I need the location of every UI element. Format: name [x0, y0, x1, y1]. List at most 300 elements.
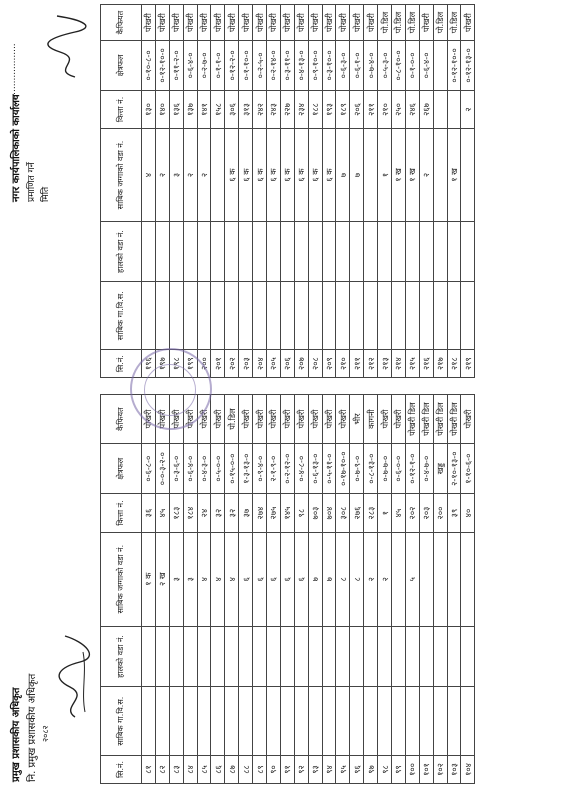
right-table-cell: १३७ [183, 90, 197, 128]
right-table-cell: २१० [378, 90, 392, 128]
table-row [142, 5, 156, 378]
left-table-cell: ०-६-८-० [142, 444, 156, 494]
table-row [378, 5, 392, 378]
left-table-cell [197, 687, 211, 756]
table-row [350, 395, 364, 784]
right-table-cell [447, 282, 461, 350]
left-table-cell: पोखरी [461, 395, 475, 444]
right-table-cell [239, 221, 253, 281]
table-row [155, 5, 169, 378]
right-table-cell [197, 282, 211, 350]
right-table-cell: २१६ [419, 350, 433, 378]
left-table-header-cell: सि.नं. [101, 756, 142, 784]
left-table-cell: ९९ [392, 756, 406, 784]
right-land-table [100, 4, 475, 378]
right-table-cell [253, 282, 267, 350]
left-table-cell [350, 626, 364, 687]
left-table-cell [405, 626, 419, 687]
left-table-cell [433, 532, 447, 626]
left-table-cell: ६ [280, 532, 294, 626]
right-table-cell [364, 282, 378, 350]
right-table-cell: १ ख [447, 129, 461, 222]
right-table-cell: ०-१२-१३-० [461, 41, 475, 91]
left-table-cell: ३२ [211, 494, 225, 533]
right-table-cell: ०-६-१-० [350, 41, 364, 91]
right-table-cell: ७ [336, 129, 350, 222]
right-table-cell: पोखरी [225, 5, 239, 41]
left-table-cell: ०-१२-१-० [405, 444, 419, 494]
left-table-cell: पोखरी [294, 395, 308, 444]
table-row [280, 395, 294, 784]
table-row [197, 5, 211, 378]
right-table-cell [322, 282, 336, 350]
left-table-cell: ८९ [253, 756, 267, 784]
left-table-cell [225, 687, 239, 756]
left-table-cell: २ [364, 532, 378, 626]
right-table-cell [350, 221, 364, 281]
right-table-cell: १८९ [336, 90, 350, 128]
right-table-cell: २१२ [364, 350, 378, 378]
left-table-cell: १०० [405, 756, 419, 784]
right-table-cell: पोखरी [183, 5, 197, 41]
right-table-cell: पोखरी [294, 5, 308, 41]
left-table-cell: पोखरी डिल [419, 395, 433, 444]
left-table-cell: ०-९-४-० [253, 444, 267, 494]
right-table-cell: ०-७-४-० [364, 41, 378, 91]
left-table-cell [253, 626, 267, 687]
right-table-cell [336, 221, 350, 281]
right-table-cell [155, 282, 169, 350]
table-row [364, 395, 378, 784]
right-table-cell: २०३ [239, 350, 253, 378]
left-table-cell [461, 532, 475, 626]
left-table-cell: पोखरी [169, 395, 183, 444]
left-table-cell: २७६ [350, 494, 364, 533]
left-table-cell [447, 626, 461, 687]
right-table-cell: २ [155, 129, 169, 222]
left-table-cell: ५ [405, 532, 419, 626]
right-table-cell: २१५ [405, 350, 419, 378]
left-table-cell: ३०८ [336, 494, 350, 533]
right-table-cell: ०-३-१०-० [322, 41, 336, 91]
left-table-cell: ०-७-७-० [378, 444, 392, 494]
right-table-cell: ६ क [280, 129, 294, 222]
left-table-cell: पोखरी [392, 395, 406, 444]
right-table-cell: २०५ [267, 350, 281, 378]
right-table-header-cell: हालको वडा नं. [101, 221, 142, 281]
right-table-cell: २३४ [294, 90, 308, 128]
right-table-cell: २०९ [322, 350, 336, 378]
table-row [336, 5, 350, 378]
left-table-cell [308, 626, 322, 687]
right-table-cell: पोखरी [169, 5, 183, 41]
right-table-cell [267, 221, 281, 281]
right-table-cell: ०-६-४-० [183, 41, 197, 91]
left-table-header-cell: कित्ता नं. [101, 494, 142, 533]
left-table-cell [169, 687, 183, 756]
left-table-cell: ८२ [155, 756, 169, 784]
right-table-cell: १ ख [405, 129, 419, 222]
left-table-cell [280, 687, 294, 756]
left-table-cell [225, 626, 239, 687]
left-table-header [101, 395, 142, 784]
right-table-cell: ६ क [294, 129, 308, 222]
table-row [280, 5, 294, 378]
left-table-cell: १-१०-६-० [461, 444, 475, 494]
left-table-cell: ०-६-०-० [392, 444, 406, 494]
right-table-body [142, 5, 475, 378]
right-table-cell: १३० [142, 90, 156, 128]
left-table-cell: ६ [239, 532, 253, 626]
right-table-cell: ०-१२-१०-० [447, 41, 461, 91]
table-row [197, 395, 211, 784]
right-table-cell: ०-१२-१०-० [155, 41, 169, 91]
table-row [405, 395, 419, 784]
left-land-table [100, 394, 475, 784]
left-table-cell: ८ [350, 532, 364, 626]
left-table-cell: पोखरी [183, 395, 197, 444]
left-table-cell: ३९ [447, 494, 461, 533]
left-table-cell: ४० [461, 494, 475, 533]
right-table-cell [461, 129, 475, 222]
right-table-cell [433, 282, 447, 350]
left-table-cell [267, 687, 281, 756]
right-table-cell [461, 221, 475, 281]
left-sign-office: प्रमुख प्रशासकीय अधिकृत [11, 687, 22, 782]
right-table-cell [322, 221, 336, 281]
left-table-cell: ८८ [239, 756, 253, 784]
right-table-cell: २५० [392, 90, 406, 128]
left-table-cell: ९८ [378, 756, 392, 784]
left-table-cell: १०३ [447, 756, 461, 784]
right-table-cell: ०-४-१३-० [294, 41, 308, 91]
left-table-cell: २७५ [267, 494, 281, 533]
right-table-cell: ०-३-११-० [280, 41, 294, 91]
left-table-cell [378, 626, 392, 687]
right-table-cell [433, 41, 447, 91]
right-table-cell: ७ [350, 129, 364, 222]
left-table-cell: पोखरी [378, 395, 392, 444]
left-table-cell: ८४ [183, 756, 197, 784]
right-table-header-cell: साबिक जग्गाको वडा नं. [101, 129, 142, 222]
left-table-cell: कागनी [364, 395, 378, 444]
left-table-cell: ३ [169, 532, 183, 626]
table-row [225, 395, 239, 784]
right-table-cell [294, 221, 308, 281]
right-table-cell [211, 221, 225, 281]
left-table-cell: ८७ [225, 756, 239, 784]
left-table-cell: १-३-१३-० [239, 444, 253, 494]
left-table-cell [447, 532, 461, 626]
right-sign-place: मिति [41, 186, 51, 202]
right-table-cell: पोखरी [322, 5, 336, 41]
left-table-cell: ८३ [169, 756, 183, 784]
left-table-cell: पोखरी [267, 395, 281, 444]
left-table-cell: ०-४-३-० [197, 444, 211, 494]
left-table-cell: १ [378, 494, 392, 533]
right-table-cell: १५८ [211, 90, 225, 128]
left-table-cell: पोखरी [155, 395, 169, 444]
table-row [239, 5, 253, 378]
left-table-cell [322, 687, 336, 756]
left-table-cell: ४ [225, 532, 239, 626]
left-table-cell [197, 626, 211, 687]
right-table-cell: पोखरी [280, 5, 294, 41]
right-table-cell [225, 221, 239, 281]
left-table-header-cell: क्षेत्रफल [101, 444, 142, 494]
right-table-cell: पोखरी [461, 5, 475, 41]
left-table-cell: २८३ [364, 494, 378, 533]
left-table-cell: खड्ड [433, 444, 447, 494]
table-row [392, 5, 406, 378]
left-table-cell: ७०४ [322, 494, 336, 533]
right-table-cell: ३०६ [225, 90, 239, 128]
right-table-cell: १३६ [169, 90, 183, 128]
left-table-cell [183, 687, 197, 756]
left-table-cell: ९६ [350, 756, 364, 784]
left-table-cell: ३६ [142, 494, 156, 533]
right-table-cell: १४० [155, 90, 169, 128]
right-table-cell: ६ क [225, 129, 239, 222]
right-table-cell [433, 221, 447, 281]
table-row [364, 5, 378, 378]
right-table-cell: पोखरी [197, 5, 211, 41]
left-table-cell: ०-४-७-० [419, 444, 433, 494]
left-table-cell [364, 626, 378, 687]
right-table-cell: २ [419, 129, 433, 222]
left-table-cell: ३७ [239, 494, 253, 533]
right-table-cell [253, 221, 267, 281]
right-table-cell: १४१ [197, 90, 211, 128]
right-table-cell [364, 129, 378, 222]
left-table-cell [169, 626, 183, 687]
left-table-cell: ०-४-८-० [294, 444, 308, 494]
right-table-cell: पोखरी [253, 5, 267, 41]
right-table-cell [419, 221, 433, 281]
right-table-cell: ४ [142, 129, 156, 222]
right-table-header-cell: कैफियत [101, 5, 142, 41]
left-table-cell: ७ [308, 532, 322, 626]
right-table-cell [392, 282, 406, 350]
right-table-cell: ०-६-४-० [419, 41, 433, 91]
table-row [169, 395, 183, 784]
left-table-cell: ८१ [142, 756, 156, 784]
right-table-cell: २१९ [461, 350, 475, 378]
right-table-cell [392, 221, 406, 281]
right-table-cell: ६ क [253, 129, 267, 222]
right-table-cell [378, 282, 392, 350]
table-row [419, 395, 433, 784]
right-table-cell [378, 221, 392, 281]
right-table-cell [183, 282, 197, 350]
table-row [350, 5, 364, 378]
right-table-cell [336, 282, 350, 350]
table-row [433, 5, 447, 378]
left-table-cell: २४ [197, 494, 211, 533]
table-row [267, 5, 281, 378]
left-table-cell [155, 626, 169, 687]
right-table-cell: ६ क [267, 129, 281, 222]
left-table-cell: पोखरी [239, 395, 253, 444]
left-table-cell: ०-८-१३-० [364, 444, 378, 494]
left-table-cell: पोखरी [211, 395, 225, 444]
left-table-cell: १ क [142, 532, 156, 626]
right-table-cell: २४२ [253, 90, 267, 128]
right-table-cell [433, 129, 447, 222]
right-table-cell [447, 221, 461, 281]
left-signature-scribble [55, 632, 93, 722]
left-table-cell: पोखरी [253, 395, 267, 444]
left-table-cell [336, 687, 350, 756]
left-table-cell: २०२ [405, 494, 419, 533]
left-table-header-cell: कैफियत [101, 395, 142, 444]
left-table-cell: ०-२-१२-० [280, 444, 294, 494]
right-table-cell [169, 221, 183, 281]
right-table-cell: ६ क [322, 129, 336, 222]
left-table-cell: ४ [211, 532, 225, 626]
left-table-cell: ०-६-४-० [183, 444, 197, 494]
right-table-cell [183, 221, 197, 281]
left-table-cell: ४५ [392, 494, 406, 533]
left-table-cell: १४५ [280, 494, 294, 533]
left-table-cell: ७ [322, 532, 336, 626]
left-table-cell [419, 532, 433, 626]
left-table-cell [267, 626, 281, 687]
right-table-cell [461, 282, 475, 350]
left-table-cell: ०-१५-०-० [225, 444, 239, 494]
table-row [253, 395, 267, 784]
right-table-cell: ६ क [308, 129, 322, 222]
right-table-cell: १८८ [308, 90, 322, 128]
left-table-cell [461, 687, 475, 756]
right-table-cell: ०-२-१४-० [267, 41, 281, 91]
left-table-cell: ४५ [155, 494, 169, 533]
left-table-cell: पोखरी [308, 395, 322, 444]
left-table-cell [239, 626, 253, 687]
right-table-cell: २६७ [419, 90, 433, 128]
right-table-cell: ०-१-०-० [405, 41, 419, 91]
left-table-cell [280, 626, 294, 687]
left-table-cell: ८६ [211, 756, 225, 784]
left-table-cell [461, 626, 475, 687]
table-row [239, 395, 253, 784]
left-table-cell: ०-५-११-० [322, 444, 336, 494]
right-table-cell: पोखरी [142, 5, 156, 41]
left-table-cell [336, 626, 350, 687]
table-row [461, 395, 475, 784]
right-table-cell: ०-९-१०-० [308, 41, 322, 91]
right-sign-approve: प्रमाणित गर्ने [27, 162, 37, 202]
right-table-cell: ०-१०-८-० [142, 41, 156, 91]
table-row [253, 5, 267, 378]
left-table-cell: पो.डिल [225, 395, 239, 444]
left-table-cell [419, 626, 433, 687]
table-row [294, 395, 308, 784]
left-table-cell: पोखरी डिल [447, 395, 461, 444]
right-table-cell: ६ क [239, 129, 253, 222]
right-table-cell: पोखरी [267, 5, 281, 41]
table-row [392, 395, 406, 784]
right-table-cell [225, 282, 239, 350]
right-table-cell [155, 221, 169, 281]
right-table-cell: पोखरी [364, 5, 378, 41]
right-table-cell [142, 282, 156, 350]
left-table-cell [392, 532, 406, 626]
left-table-cell: पोखरी डिल [433, 395, 447, 444]
left-table-cell: पोखरी [197, 395, 211, 444]
left-sign-date: २०८२ [41, 725, 50, 742]
table-row [336, 395, 350, 784]
right-table-cell: ०-१२-२-० [225, 41, 239, 91]
left-table-cell: पोखरी [322, 395, 336, 444]
right-table-cell: १९८ [169, 350, 183, 378]
left-table-cell [142, 687, 156, 756]
right-table-cell [211, 129, 225, 222]
left-table-cell: ९० [267, 756, 281, 784]
right-table-cell: ३१३ [239, 90, 253, 128]
right-table-cell [405, 282, 419, 350]
left-table-cell [183, 626, 197, 687]
right-table-cell: १९३ [322, 90, 336, 128]
right-table-cell: १९९ [183, 350, 197, 378]
right-table-cell: २४६ [405, 90, 419, 128]
left-table-cell [211, 687, 225, 756]
left-table-cell: ९८ [294, 494, 308, 533]
left-table-cell: ०-६-१३-० [308, 444, 322, 494]
left-table-cell [239, 687, 253, 756]
left-table-cell: ८ [336, 532, 350, 626]
right-table-cell [142, 221, 156, 281]
right-table-cell: ०-२-५-० [253, 41, 267, 91]
seal-inner-ring [144, 364, 196, 416]
left-table-cell: २-१-९-० [267, 444, 281, 494]
right-table-cell: पो.डिल [447, 5, 461, 41]
table-row [267, 395, 281, 784]
right-table-cell: २०७ [294, 350, 308, 378]
right-sign-dotted: ........................ [8, 43, 18, 112]
right-table-cell: पोखरी [239, 5, 253, 41]
right-table-cell: २०४ [253, 350, 267, 378]
table-row [461, 5, 475, 378]
left-table-cell [308, 687, 322, 756]
right-table-cell [267, 282, 281, 350]
left-table-cell: ६ [294, 532, 308, 626]
right-table-cell: पोखरी [308, 5, 322, 41]
left-table-cell: ७०३ [308, 494, 322, 533]
left-table-header-cell: हालको वडा नं. [101, 626, 142, 687]
right-table-cell: २ [183, 129, 197, 222]
left-table-cell: २ [378, 532, 392, 626]
left-table-cell [447, 687, 461, 756]
left-table-cell: पोखरी [142, 395, 156, 444]
left-table-cell: १८३ [169, 494, 183, 533]
left-table-cell: ९४ [322, 756, 336, 784]
left-table-cell: १०१ [419, 756, 433, 784]
right-table-header-cell: कित्ता नं. [101, 90, 142, 128]
left-table-cell: १८४ [183, 494, 197, 533]
left-table-cell [253, 687, 267, 756]
right-table-cell [308, 221, 322, 281]
table-row [419, 5, 433, 378]
right-table-cell: २४३ [267, 90, 281, 128]
left-table-cell: ३ [183, 532, 197, 626]
left-table-body [142, 395, 475, 784]
right-table-cell: २ [461, 90, 475, 128]
right-table-cell: २०१ [211, 350, 225, 378]
left-table-cell: २ ख [155, 532, 169, 626]
left-table-cell [350, 687, 364, 756]
left-table-header-cell: साबिक गा.वि.स. [101, 687, 142, 756]
